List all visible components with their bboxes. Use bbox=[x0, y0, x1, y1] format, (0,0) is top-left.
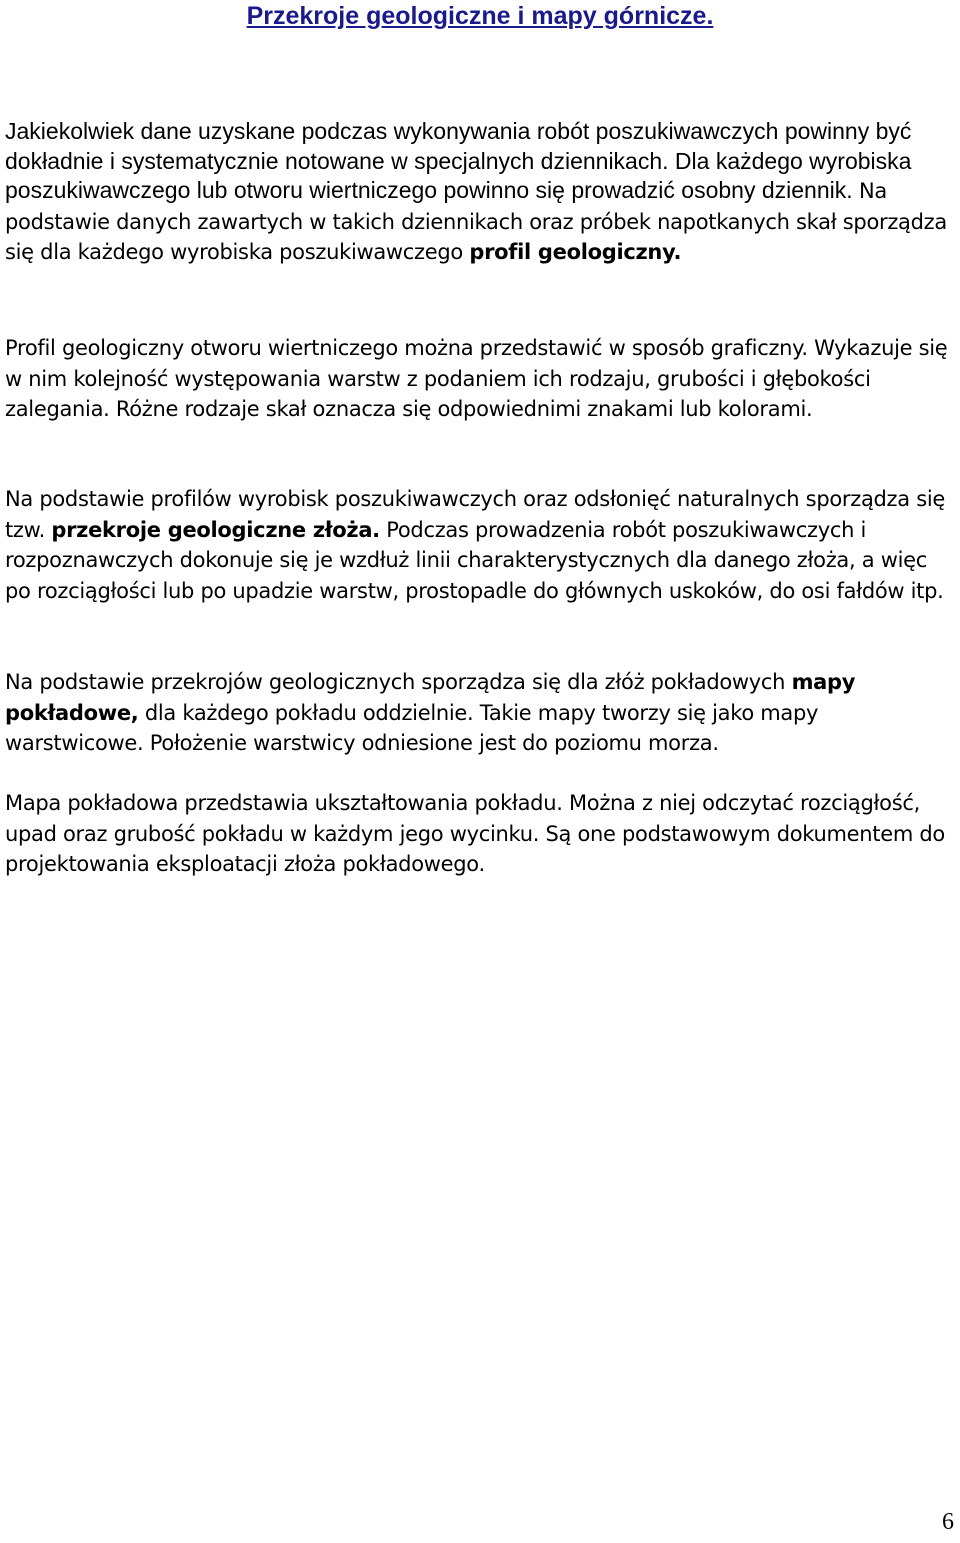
paragraph-3-text-a: Na podstawie profilów wyrobisk poszukiwawczych oraz odsłonięć naturalnych sporządza się tzw. bbox=[5, 487, 946, 542]
paragraph-3-text-b: Podczas prowadzenia robót poszukiwawczych i rozpoznawczych dokonuje się je wzdłuż linii charakterystycznych dla danego złoża, a więc po rozciągłości lub po upadzie warstw, prostopadle do głównych uskoków, do osi fałdów itp. bbox=[5, 517, 944, 603]
paragraph-1 bbox=[5, 117, 955, 268]
paragraph-4-text-a: Na podstawie przekrojów geologicznych sporządza się dla złóż pokładowych bbox=[5, 670, 792, 694]
paragraph-1-text-b: Na podstawie danych zawartych w takich dziennikach oraz próbek napotkanych skał sporządza się dla każdego wyrobiska poszukiwawczego bbox=[5, 179, 947, 264]
page-number: 6 bbox=[942, 1509, 954, 1535]
paragraph-5: Mapa pokładowa przedstawia ukształtowania pokładu. Można z niej odczytać rozciągłość, upad oraz grubość pokładu w każdym jego wycinku. Są one podstawowym dokumentem do projektowania eksploatacji złoża pokładowego. bbox=[5, 791, 945, 876]
paragraph-2: Profil geologiczny otworu wiertniczego można przedstawić w sposób graficzny. Wykazuje się w nim kolejność występowania warstw z podaniem ich rodzaju, grubości i głębokości zalegania. Różne rodzaje skał oznacza się odpowiednimi znakami lub kolorami. bbox=[5, 336, 948, 421]
page-title: Przekroje geologiczne i mapy górnicze. bbox=[246, 2, 714, 30]
paragraph-4-bold: mapy pokładowe, bbox=[5, 670, 856, 725]
paragraph-1-bold: profil geologiczny. bbox=[469, 240, 682, 264]
paragraph-4-text-b: dla każdego pokładu oddzielnie. Takie mapy tworzy się jako mapy warstwicowe. Położenie warstwicy odniesione jest do poziomu morza. bbox=[5, 700, 819, 755]
paragraph-3 bbox=[5, 484, 955, 606]
paragraph-1-text-a: Jakiekolwiek dane uzyskane podczas wykonywania robót poszukiwawczych powinny być dokładnie i systematycznie notowane w specjalnych dziennikach. Dla każdego wyrobiska poszukiwawczego lub otworu wiertniczego powinno się prowadzić osobny dziennik. bbox=[5, 118, 912, 203]
paragraph-3-bold: przekroje geologiczne złoża. bbox=[51, 517, 380, 542]
paragraph-4 bbox=[5, 667, 955, 759]
